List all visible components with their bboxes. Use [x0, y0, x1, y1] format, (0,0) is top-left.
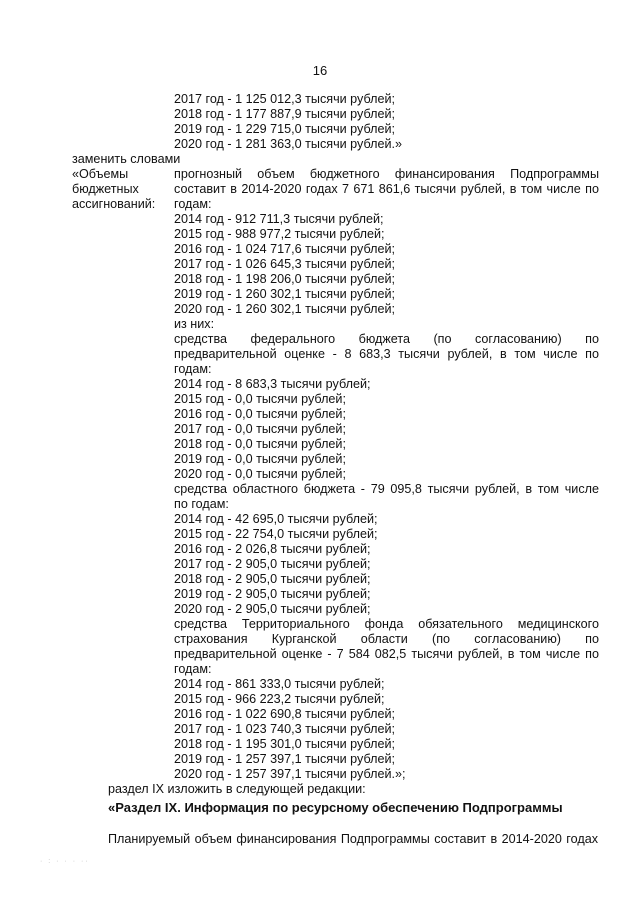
- tfoms-year-line: 2017 год - 1 023 740,3 тысячи рублей;: [174, 722, 395, 736]
- regional-year-line: 2014 год - 42 695,0 тысячи рублей;: [174, 512, 378, 526]
- total-year-line: 2014 год - 912 711,3 тысячи рублей;: [174, 212, 384, 226]
- tfoms-year-line: 2019 год - 1 257 397,1 тысячи рублей;: [174, 752, 395, 766]
- total-intro-line: прогнозный объем бюджетного финансирования Подпрограммы: [174, 167, 599, 181]
- page-number: 16: [312, 63, 328, 78]
- block1-line: 2019 год - 1 229 715,0 тысячи рублей;: [174, 122, 395, 136]
- federal-year-line: 2016 год - 0,0 тысячи рублей;: [174, 407, 346, 421]
- federal-intro-line: предварительной оценке - 8 683,3 тысячи рублей, в том числе по: [174, 347, 599, 361]
- block1-line: 2018 год - 1 177 887,9 тысячи рублей;: [174, 107, 395, 121]
- final-paragraph: Планируемый объем финансирования Подпрограммы составит в 2014-2020 годах: [108, 832, 598, 846]
- budget-label-line: ассигнований:: [72, 197, 156, 211]
- regional-year-line: 2019 год - 2 905,0 тысячи рублей;: [174, 587, 371, 601]
- tfoms-intro-line: средства Территориального фонда обязательного медицинского: [174, 617, 599, 631]
- federal-year-line: 2014 год - 8 683,3 тысячи рублей;: [174, 377, 371, 391]
- regional-year-line: 2020 год - 2 905,0 тысячи рублей;: [174, 602, 371, 616]
- regional-year-line: 2016 год - 2 026,8 тысячи рублей;: [174, 542, 371, 556]
- federal-intro-line: годам:: [174, 362, 212, 376]
- federal-year-line: 2018 год - 0,0 тысячи рублей;: [174, 437, 346, 451]
- tfoms-intro-line: годам:: [174, 662, 212, 676]
- tfoms-year-line: 2014 год - 861 333,0 тысячи рублей;: [174, 677, 385, 691]
- total-year-line: 2019 год - 1 260 302,1 тысячи рублей;: [174, 287, 395, 301]
- regional-year-line: 2017 год - 2 905,0 тысячи рублей;: [174, 557, 371, 571]
- total-year-line: 2017 год - 1 026 645,3 тысячи рублей;: [174, 257, 395, 271]
- tfoms-year-line: 2016 год - 1 022 690,8 тысячи рублей;: [174, 707, 395, 721]
- of-them: из них:: [174, 317, 215, 331]
- tfoms-year-line: 2018 год - 1 195 301,0 тысячи рублей;: [174, 737, 395, 751]
- tfoms-intro-line: предварительной оценке - 7 584 082,5 тысячи рублей, в том числе по: [174, 647, 599, 661]
- regional-year-line: 2018 год - 2 905,0 тысячи рублей;: [174, 572, 371, 586]
- total-year-line: 2020 год - 1 260 302,1 тысячи рублей;: [174, 302, 395, 316]
- budget-label-line: бюджетных: [72, 182, 139, 196]
- federal-year-line: 2017 год - 0,0 тысячи рублей;: [174, 422, 346, 436]
- total-intro-line: составит в 2014-2020 годах 7 671 861,6 тысячи рублей, в том числе по: [174, 182, 599, 196]
- federal-year-line: 2020 год - 0,0 тысячи рублей;: [174, 467, 346, 481]
- total-year-line: 2015 год - 988 977,2 тысячи рублей;: [174, 227, 385, 241]
- tfoms-year-line: 2020 год - 1 257 397,1 тысячи рублей.»;: [174, 767, 406, 781]
- federal-year-line: 2015 год - 0,0 тысячи рублей;: [174, 392, 346, 406]
- section-instruction: раздел IX изложить в следующей редакции:: [108, 782, 366, 796]
- tfoms-year-line: 2015 год - 966 223,2 тысячи рублей;: [174, 692, 385, 706]
- block1-line: 2020 год - 1 281 363,0 тысячи рублей.»: [174, 137, 402, 151]
- budget-label-line: «Объемы: [72, 167, 129, 181]
- total-intro-line: годам:: [174, 197, 212, 211]
- tfoms-intro-line: страхования Курганской области (по согласованию) по: [174, 632, 599, 646]
- scan-specks: · : · · · ··: [40, 858, 90, 865]
- total-year-line: 2018 год - 1 198 206,0 тысячи рублей;: [174, 272, 395, 286]
- section-heading: «Раздел IX. Информация по ресурсному обеспечению Подпрограммы: [108, 800, 563, 815]
- regional-year-line: 2015 год - 22 754,0 тысячи рублей;: [174, 527, 378, 541]
- federal-year-line: 2019 год - 0,0 тысячи рублей;: [174, 452, 346, 466]
- regional-intro-line: по годам:: [174, 497, 229, 511]
- block1-line: 2017 год - 1 125 012,3 тысячи рублей;: [174, 92, 395, 106]
- total-year-line: 2016 год - 1 024 717,6 тысячи рублей;: [174, 242, 395, 256]
- federal-intro-line: средства федерального бюджета (по согласованию) по: [174, 332, 599, 346]
- replace-words: заменить словами: [72, 152, 181, 166]
- regional-intro-line: средства областного бюджета - 79 095,8 тысячи рублей, в том числе: [174, 482, 599, 496]
